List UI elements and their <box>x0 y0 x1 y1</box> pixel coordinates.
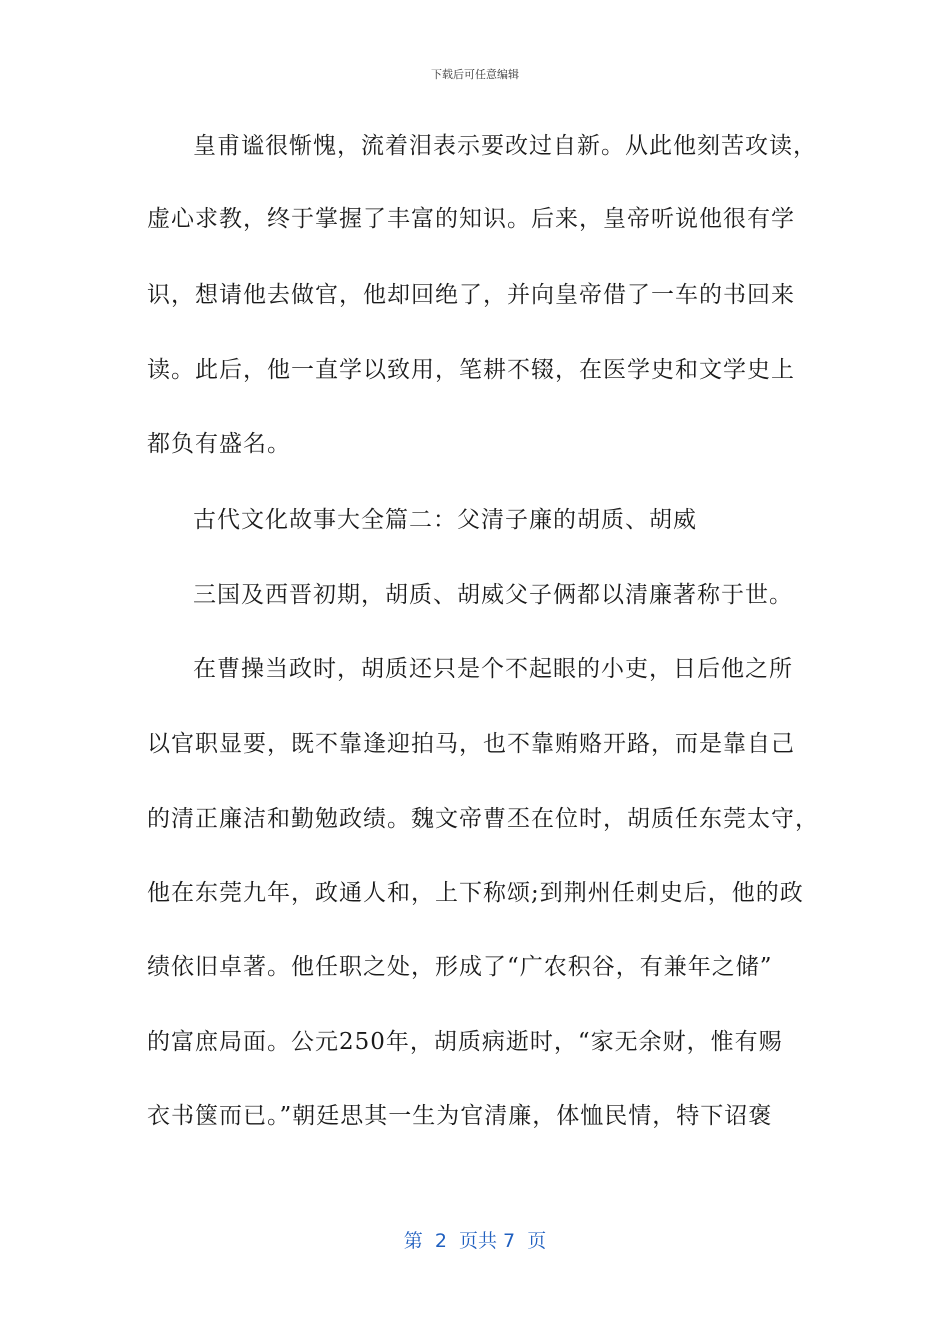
text-line: 读。此后，他一直学以致用，笔耕不辍，在医学史和文学史上 <box>147 357 795 383</box>
page-number-footer: 第 2 页共 7 页 <box>403 1230 547 1252</box>
text-line: 虚心求教，终于掌握了丰富的知识。后来，皇帝听说他很有学 <box>147 206 795 232</box>
section-heading: 古代文化故事大全篇二：父清子廉的胡质、胡威 <box>193 507 697 533</box>
text-line: 都负有盛名。 <box>147 431 291 457</box>
text-line: 他在东莞九年，政通人和，上下称颂;到荆州任刺史后，他的政 <box>147 880 804 906</box>
text-line: 的富庶局面。公元250年，胡质病逝时，“家无余财，惟有赐 <box>147 1029 783 1055</box>
text-line: 绩依旧卓著。他任职之处，形成了“广农积谷，有兼年之储” <box>147 954 773 980</box>
text-line: 衣书箧而已。”朝廷思其一生为官清廉，体恤民情，特下诏褒 <box>147 1103 773 1129</box>
page-header: 下载后可任意编辑 <box>431 68 519 81</box>
text-line: 的清正廉洁和勤勉政绩。魏文帝曹丕在位时，胡质任东莞太守， <box>147 806 819 832</box>
text-line: 在曹操当政时，胡质还只是个不起眼的小吏，日后他之所 <box>193 656 793 682</box>
text-line: 以官职显要，既不靠逢迎拍马，也不靠贿赂开路，而是靠自己 <box>147 731 795 757</box>
text-line: 三国及西晋初期，胡质、胡威父子俩都以清廉著称于世。 <box>193 582 793 608</box>
text-line: 识，想请他去做官，他却回绝了，并向皇帝借了一车的书回来 <box>147 282 795 308</box>
text-line: 皇甫谧很惭愧，流着泪表示要改过自新。从此他刻苦攻读， <box>193 133 817 159</box>
